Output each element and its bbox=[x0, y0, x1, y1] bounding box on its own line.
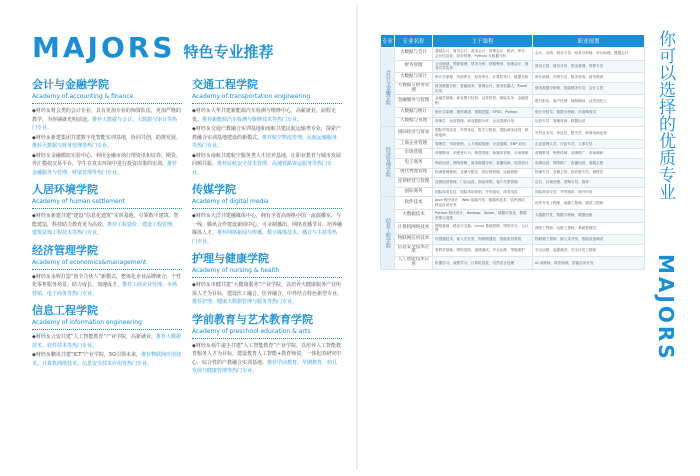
major-name-cell: 软件技术 bbox=[395, 197, 433, 210]
school-description bbox=[32, 273, 182, 299]
school-block bbox=[32, 78, 182, 177]
school-name: 会计与金融学院 bbox=[32, 78, 109, 91]
school-description bbox=[32, 333, 182, 350]
main-courses-cell: 金融学基础、商业银行经营、证券投资、保险实务、金融营销 bbox=[433, 95, 533, 108]
table-row bbox=[381, 149, 645, 159]
career-plan-cell: 银行柜员、客户经理、理财顾问、证券经纪人 bbox=[533, 95, 645, 108]
table-row bbox=[381, 158, 645, 168]
description-text: ◆财经＆云安共建“人工智能教育”产业学院，高新就业。 bbox=[32, 334, 157, 340]
school-description bbox=[192, 342, 342, 376]
school-description bbox=[192, 281, 342, 307]
career-plan-cell: 网络工程师、运维工程师、系统管理员 bbox=[533, 222, 645, 235]
recommended-majors: 推荐金融服务与管理、财富管理等热门专业。 bbox=[32, 161, 178, 176]
major-name-cell: 大数据与会计 bbox=[395, 48, 433, 61]
major-name-cell: 大数据与管理 bbox=[395, 117, 433, 127]
school-name: 学前教育与艺术教育学院 bbox=[192, 312, 313, 326]
school-description bbox=[192, 152, 342, 178]
main-courses-cell: 统计学原理、抽样调查、数据挖掘、SPSS、Python bbox=[433, 107, 533, 117]
right-page bbox=[358, 4, 692, 470]
major-name-cell: 物联网应用技术 bbox=[395, 235, 433, 245]
table-row bbox=[381, 139, 645, 149]
career-plan-cell: 物联网工程师、嵌入式开发、智能设备调试 bbox=[533, 235, 645, 245]
main-courses-cell: Python 程序设计、Hadoop、Spark、数据可视化、数据采集与清洗 bbox=[433, 209, 533, 222]
main-courses-cell: 营销策划、消费者行为、销售管理、新媒体营销、市场调研 bbox=[433, 149, 533, 159]
main-courses-cell: 国际贸易实务、外贸单证、报关与报检、国际商务谈判、跨境电商 bbox=[433, 127, 533, 140]
table-row bbox=[381, 209, 645, 222]
main-courses-cell: Java 程序设计、Web 前端开发、数据库技术、软件测试、移动应用开发 bbox=[433, 197, 533, 210]
major-name-cell: 现代物流管理 bbox=[395, 168, 433, 178]
school-group-cell: 信息工程学院 bbox=[381, 197, 395, 270]
career-plan-cell: 审计助理、内审专员、税务咨询、财务核查 bbox=[533, 73, 645, 83]
school-name-english: Academy of human settlement bbox=[32, 197, 182, 209]
table-row bbox=[381, 187, 645, 197]
school-block bbox=[32, 183, 182, 238]
main-courses-cell: 财务数据分析、智能财务、管理会计、财务机器人、Excel 应用 bbox=[433, 82, 533, 95]
table-row bbox=[381, 95, 645, 108]
table-header-cell: 主干课程 bbox=[433, 35, 533, 48]
vertical-slogan: 你可以选择的优质专业 bbox=[655, 30, 675, 200]
main-courses-cell: 物流管理基础、仓储与配送、供应链管理、运输管理 bbox=[433, 168, 533, 178]
recommended-majors: 推荐学前教育、早期教育、幼儿发展与健康管理等热门专业。 bbox=[192, 359, 338, 374]
description-text: ◆财经＆大洋共建融媒体中心，拥有全省高规格中国一流演播室，与一线、腾讯合作建设新闻中心，可录制播出、网络直播节目，培养融媒体人才。 bbox=[192, 213, 343, 236]
major-name-cell: 连锁经营与管理 bbox=[395, 178, 433, 188]
school-name-english: Academy of digital media bbox=[192, 197, 342, 209]
description-text: ◆财经＆大华共建新能源汽车检测与维修中心，高薪就业，前程无忧。 bbox=[192, 108, 336, 123]
career-plan-cell: 统计分析员、数据分析师、市场调查员 bbox=[533, 107, 645, 117]
recommended-majors: 推荐网络新闻与传播、数字媒体技术、播音与主持等热门专业。 bbox=[192, 230, 338, 245]
school-block bbox=[32, 244, 182, 299]
majors-table bbox=[380, 34, 645, 270]
recommended-majors: 推荐工程造价、建设工程管理、建筑装饰工程技术等热门专业。 bbox=[32, 221, 178, 236]
major-name-cell: 人工智能技术应用 bbox=[395, 257, 433, 270]
school-block bbox=[32, 304, 182, 368]
major-name-cell: 电子商务 bbox=[395, 158, 433, 168]
table-header-cell: 专业名称 bbox=[395, 35, 433, 48]
description-text: ◆财经＆南航共建航空服务类人才培养基地，让职业教育与城市发展同频共振。 bbox=[192, 152, 341, 167]
description-text: ◆财经＆永辉打造“创全合伙人”新模式，整体化企业品牌统合，个性化零售服务场景，助力成长、加速成才。 bbox=[32, 273, 182, 288]
table-row bbox=[381, 168, 645, 178]
major-name-cell: 国际经济与贸易 bbox=[395, 127, 433, 140]
school-description bbox=[32, 351, 182, 368]
description-text: ◆财经＆鹏讯共建“ICT”产业学院，5G引领未来。 bbox=[32, 352, 141, 358]
school-name: 交通工程学院 bbox=[192, 78, 258, 91]
career-plan-cell: 财务主管、财务分析、资金管理、预算专员 bbox=[533, 60, 645, 73]
recommended-majors: 推荐大数据与会计、大数据与审计等热门专业。 bbox=[32, 116, 178, 131]
left-page bbox=[8, 4, 358, 470]
main-courses-cell: 基础会计、财务会计、成本会计、管理会计、税法、审计、会计信息化、财务管理、Python 大数据分析 bbox=[433, 48, 533, 61]
right-column bbox=[192, 78, 342, 382]
table-row bbox=[381, 244, 645, 257]
school-description bbox=[192, 212, 342, 246]
left-column bbox=[32, 78, 182, 374]
table-row bbox=[381, 82, 645, 95]
table-row bbox=[381, 117, 645, 127]
career-plan-cell: 大数据开发、数据分析师、数据运维 bbox=[533, 209, 645, 222]
career-plan-cell: 国际商务专员、外贸跟单、海外市场 bbox=[533, 187, 645, 197]
table-row bbox=[381, 222, 645, 235]
description-text: ◆财经＆新建集团共建数字化智能实训基地，协同共创，助推发展。 bbox=[32, 134, 181, 141]
major-name-cell: 工商企业管理 bbox=[395, 139, 433, 149]
table-row bbox=[381, 127, 645, 140]
school-description bbox=[32, 107, 182, 133]
school-name-english: Academy of nursing & health bbox=[192, 266, 342, 278]
description-text: ◆财经＆财会类的会计专业，具有更加专业的师资队伍，更加严格的教学，为你铺就光明前途。 bbox=[32, 108, 181, 123]
recommended-majors: 推荐工商企业管理、市场营销、电子商务等热门专业。 bbox=[32, 282, 178, 297]
description-text: ◆财经＆金融模拟实验中心，利用金融市场行情资讯和证券、期货、外汇模拟交易平台，学生在真实环境中进行投资决策的实训。 bbox=[32, 152, 181, 167]
main-courses-cell: 管理学、运营管理、商业数据分析、企业资源计划 bbox=[433, 117, 533, 127]
table-header-cell: 职业规划 bbox=[533, 35, 645, 48]
table-header-cell: 专业 bbox=[381, 35, 395, 48]
school-description bbox=[192, 107, 342, 124]
school-name-english: Academy of preschool education & arts bbox=[192, 327, 342, 339]
table-row bbox=[381, 178, 645, 188]
career-plan-cell: 电商运营、网络推广、直播运营、客服主管 bbox=[533, 158, 645, 168]
recommended-majors: 推荐民航安全技术管理、高速铁路客运服务等热门专业。 bbox=[192, 161, 333, 176]
table-header-row bbox=[381, 35, 645, 48]
major-name-cell: 大数据与统计 bbox=[395, 107, 433, 117]
recommended-majors: 推荐航空物流管理、民航运输服务等热门专业。 bbox=[192, 134, 338, 149]
school-name-english: Academy of economics&management bbox=[32, 258, 182, 270]
recommended-majors: 推荐大数据技术、软件技术等热门专业。 bbox=[32, 334, 182, 349]
major-name-cell: 大数据技术 bbox=[395, 209, 433, 222]
school-description bbox=[32, 134, 182, 151]
career-plan-cell: 软件开发工程师、前端工程师、测试工程师 bbox=[533, 197, 645, 210]
main-courses-cell: 网店运营、网络营销、商务数据分析、直播电商、视觉设计 bbox=[433, 158, 533, 168]
career-plan-cell: 财务数据分析师、智能财务专员、会计主管 bbox=[533, 82, 645, 95]
school-name-english: Academy of information engineering bbox=[32, 318, 182, 330]
school-block bbox=[192, 78, 342, 177]
major-name-cell: 大数据与审计 bbox=[395, 73, 433, 83]
career-plan-cell: AI 训练师、算法助理、智能应用开发 bbox=[533, 257, 645, 270]
major-name-cell: 大数据与财务管理 bbox=[395, 82, 433, 95]
main-courses-cell: 网络基础、路由与交换、Linux 系统管理、网络安全、云计算 bbox=[433, 222, 533, 235]
description-text: ◆财经＆市健共建“大健康服务”产业学院，以培养大健康服务产业所需人才为目标，建设医工融合、医养融合，中外结合特色新型专业。 bbox=[192, 282, 343, 297]
page-header bbox=[32, 31, 274, 64]
main-courses-cell: 机器学习、深度学习、计算机视觉、自然语言处理 bbox=[433, 257, 533, 270]
school-name: 传媒学院 bbox=[192, 183, 236, 196]
major-name-cell: 金融服务与管理 bbox=[395, 95, 433, 108]
main-courses-cell: 连锁经营管理、门店运营、商品采购、客户关系管理 bbox=[433, 178, 533, 188]
school-name-english: Academy of transportation engineering bbox=[192, 92, 342, 104]
school-description bbox=[32, 212, 182, 238]
main-courses-cell: 国际商务礼仪、国际市场营销、外贸函电、商务英语 bbox=[433, 187, 533, 197]
table-body bbox=[381, 48, 645, 270]
description-text: ◆财经＆交通产教融合实训基地和南航共建民航运输类专业，探索产教融合实训基地建设的新模式。 bbox=[192, 126, 341, 141]
career-plan-cell: 店长、区域经理、采购专员、督导 bbox=[533, 178, 645, 188]
main-courses-cell: 管理学、市场营销、人力资源管理、企业战略、ERP 应用 bbox=[433, 139, 533, 149]
table-row bbox=[381, 107, 645, 117]
featured-majors-title: 特色专业推荐 bbox=[183, 43, 274, 61]
school-name-english: Academy of accounting & finance bbox=[32, 92, 182, 104]
school-name: 人居环境学院 bbox=[32, 183, 98, 196]
career-plan-cell: 物流专员、仓储主管、供应链专员、调度员 bbox=[533, 168, 645, 178]
school-block bbox=[192, 183, 342, 246]
career-plan-cell: 运营专员、管理咨询、数据运营 bbox=[533, 117, 645, 127]
school-block bbox=[192, 252, 342, 307]
recommended-majors: 推荐新能源汽车检测与维修技术等热门专业。 bbox=[202, 116, 303, 123]
table-row bbox=[381, 60, 645, 73]
career-plan-cell: 外贸业务员、单证员、报关员、跨境电商运营 bbox=[533, 127, 645, 140]
school-block bbox=[192, 313, 342, 376]
recommended-majors: 推荐护理、健康大数据管理与服务等热门专业。 bbox=[192, 299, 298, 305]
main-courses-cell: 传感器技术、嵌入式开发、物联网通信、智能家居系统 bbox=[433, 235, 533, 245]
school-name: 护理与健康学院 bbox=[192, 252, 269, 265]
major-name-cell: 信息安全技术应用 bbox=[395, 244, 433, 257]
table-row bbox=[381, 235, 645, 245]
career-plan-cell: 会计、出纳、税务专员、财务分析师、审计助理、数据会计 bbox=[533, 48, 645, 61]
table-row bbox=[381, 197, 645, 210]
table-row bbox=[381, 73, 645, 83]
major-name-cell: 市场营销 bbox=[395, 149, 433, 159]
career-plan-cell: 安全运维、渗透测试、安全评估工程师 bbox=[533, 244, 645, 257]
main-courses-cell: 公司理财、预算管理、财务分析、纳税筹划、管理会计、财务共享实务 bbox=[433, 60, 533, 73]
major-name-cell: 计算机网络技术 bbox=[395, 222, 433, 235]
major-name-cell: 财务管理 bbox=[395, 60, 433, 73]
main-courses-cell: 密码学基础、网络攻防、渗透测试、安全运维、等级保护 bbox=[433, 244, 533, 257]
school-name: 信息工程学院 bbox=[32, 304, 98, 317]
major-name-cell: 国际商务 bbox=[395, 187, 433, 197]
vertical-majors-heading: MAJORS bbox=[654, 254, 678, 362]
table-row bbox=[381, 48, 645, 61]
school-group-cell: 会计与金融学院 bbox=[381, 48, 395, 127]
school-description bbox=[32, 152, 182, 178]
career-plan-cell: 营销策划、销售经理、品牌推广、市场调研 bbox=[533, 149, 645, 159]
school-group-cell: 经济管理学院 bbox=[381, 127, 395, 197]
school-description bbox=[192, 125, 342, 151]
main-courses-cell: 审计学原理、内部审计、财务审计、计算机审计、数据分析 bbox=[433, 73, 533, 83]
majors-heading: MAJORS bbox=[32, 31, 176, 64]
career-plan-cell: 企业管理人员、行政专员、人事专员 bbox=[533, 139, 645, 149]
school-name: 经济管理学院 bbox=[32, 243, 98, 257]
description-text: ◆财经＆新建共建“建设“信息化建筑”实训基地，引领数字建筑、智能建造，科技助力教育更为高效。 bbox=[32, 213, 179, 228]
table-row bbox=[381, 257, 645, 270]
recommended-majors: 推荐物联网应用技术、计算机网络技术、信息安全技术应用等热门专业。 bbox=[32, 352, 182, 367]
recommended-majors: 推荐大数据与财务管理等热门专业。 bbox=[32, 143, 113, 149]
description-text: ◆财经＆福牛递手共建“人工智能教育”产业学院，以培养人工智能教育服务人才为目标，建设教育人工智能+教育师资，一体化的研究中心，综合性的产教融合实训基地。 bbox=[192, 342, 342, 366]
